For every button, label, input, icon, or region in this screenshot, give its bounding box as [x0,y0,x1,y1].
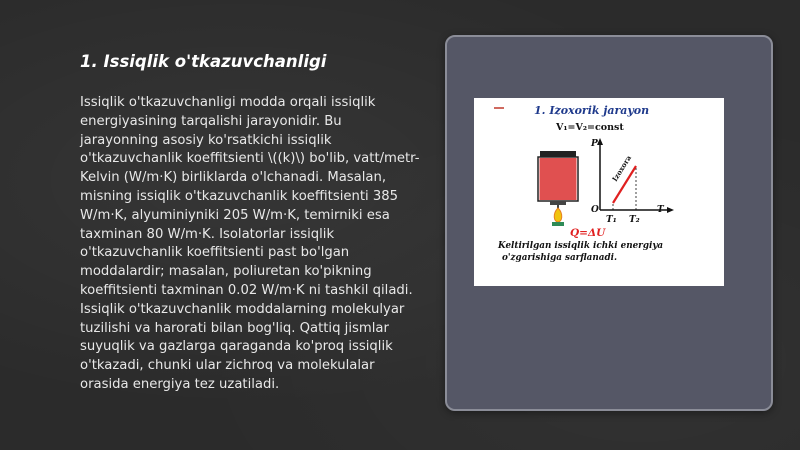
slide-title: 1. Issiqlik o'tkazuvchanligi [80,52,327,71]
tick-label-t2: T₂ [629,215,640,225]
figure-title: 1. Izoxorik jarayon [534,104,650,117]
origin-label: O [591,205,599,215]
cylinder-icon [538,151,578,210]
slide-body-text: Issiqlik o'tkazuvchanligi modda orqali issiqlik energiyasining tarqalishi jarayonidir. Bu jarayonning asosiy ko'rsatkichi issiqlik o'tkazuvchanlik koeffitsienti \((k)\) bo'lib, vatt/metr-Kelvin (W/m·K) birliklarda o'lchanadi. Masalan, misning issiqlik o'tkazuvchanlik koeffitsienti 385 W/m·K, alyuminiyniki 205 W/m·K, temirniki esa taxminan 80 W/m·K. Isolatorlar issiqlik o'tkazuvchanlik koeffitsienti past bo'lgan moddalardir; masalan, poliuretan ko'pikning koeffitsienti taxminan 0.02 W/m·K ni tashkil qiladi. Issiqlik o'tkazuvchanlik moddalarning molekulyar tuzilishi va harorati bilan bog'liq. Qattiq jismlar suyuqlik va gazlarga qaraganda ko'proq issiqlik o'tkazadi, chunki ular zichroq va molekulalar orasida energiya tez uzatiladi. [80,95,420,392]
caption-line-1: Keltirilgan issiqlik ichki energiya [498,241,664,251]
caption-line-2: o'zgarishiga sarflanadi. [502,253,618,263]
pt-axes [597,138,674,213]
flame-icon [552,208,564,226]
figure-equation: V₁=V₂=const [556,122,624,133]
axis-label-p: P [591,139,598,149]
axis-label-t: T [657,205,664,215]
heat-formula: Q=ΔU [570,227,606,239]
isochoric-process-figure [474,98,724,286]
tick-label-t1: T₁ [606,215,617,225]
process-label: Izoxora [610,153,634,184]
